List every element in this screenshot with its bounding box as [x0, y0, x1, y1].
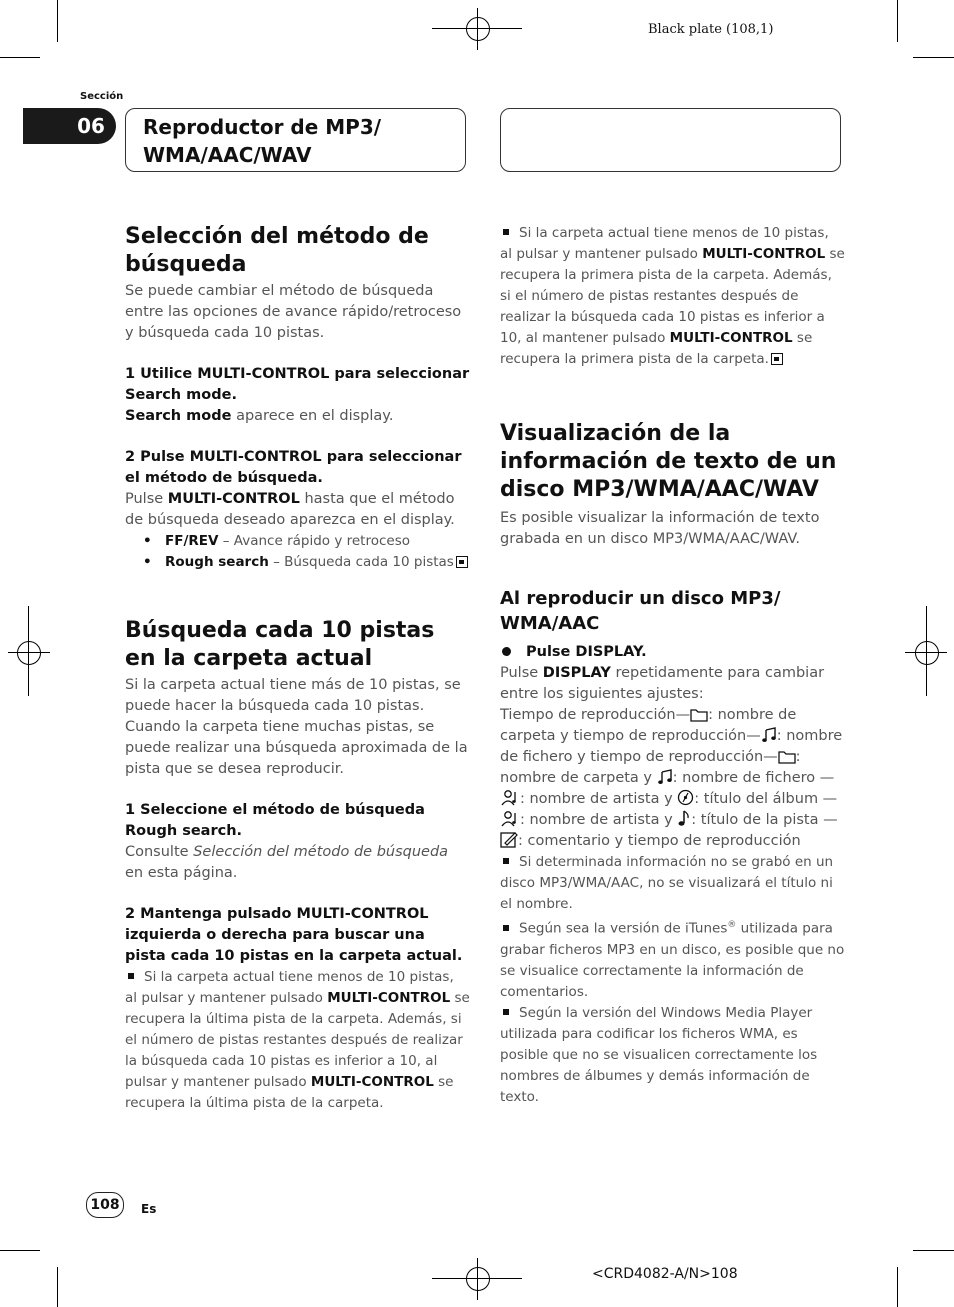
end-mark-icon — [771, 353, 783, 365]
document-code: <CRD4082-A/N>108 — [592, 1266, 738, 1282]
search-mode-list — [125, 531, 470, 573]
album-icon — [677, 789, 694, 806]
note-square-icon — [503, 925, 509, 931]
note-square-icon — [128, 973, 134, 979]
note-ultima-pista: Si la carpeta actual tiene menos de 10 pistas, al pulsar y mantener pulsado MULTI-CONTROL se recupera la última pista de la carpeta. Además, si el número de pistas restantes después de realizar la búsqueda cada 10 pistas es inferior a 10, al pulsar y mantener pulsado MULTI-CONTROL se recupera la última pista de la carpeta. — [125, 969, 470, 1111]
step-2-body: Pulse MULTI-CONTROL hasta que el método de búsqueda deseado aparezca en el display. — [125, 491, 455, 528]
folder-icon — [690, 707, 708, 722]
list-item: • Rough search – Búsqueda cada 10 pistas — [125, 552, 470, 573]
note-square-icon — [503, 858, 509, 864]
step-dot-icon — [502, 647, 511, 656]
note-no-grabada: Si determinada información no se grabó en un disco MP3/WMA/AAC, no se visualizará el título ni el nombre. — [500, 854, 834, 912]
section-label: Sección — [80, 91, 124, 102]
step-1-title: 1 Utilice MULTI-CONTROL para seleccionar Search mode. — [125, 366, 470, 403]
heading-al-reproducir: Al reproducir un disco MP3/ WMA/AAC — [500, 588, 781, 634]
folder-icon — [778, 749, 796, 764]
note-square-icon — [503, 1009, 509, 1015]
comment-icon — [500, 831, 518, 848]
heading-visualizacion: Visualización de la información de texto de un disco MP3/WMA/AAC/WAV — [500, 421, 837, 502]
section-number: 06 — [77, 114, 105, 138]
step-1b-title: 1 Seleccione el método de búsqueda Rough search. — [125, 802, 425, 839]
right-column — [500, 223, 845, 1108]
note-windows-media: Según la versión del Windows Media Player utilizada para codificar los ficheros WMA, es posible que no se visualicen correctamente los nombres de álbumes y demás información de texto. — [500, 1004, 818, 1105]
note-primera-pista: Si la carpeta actual tiene menos de 10 pistas, al pulsar y mantener pulsado MULTI-CONTROL se recupera la primera pista de la carpeta. Además, si el número de pistas restantes después de realizar la búsqueda cada 10 pistas es inferior a 10, al mantener pulsado MULTI-CONTROL se recupera la primera pista de la carpeta. — [500, 225, 845, 367]
paragraph-seleccion: Se puede cambiar el método de búsqueda entre las opciones de avance rápido/retroceso y búsqueda cada 10 pistas. — [125, 283, 462, 341]
section-title: Reproductor de MP3/ WMA/AAC/WAV — [143, 115, 382, 167]
music-file-icon — [657, 769, 673, 785]
note-square-icon — [503, 229, 509, 235]
list-item: • FF/REV – Avance rápido y retroceso — [125, 531, 470, 552]
artist-icon — [500, 810, 520, 827]
paragraph-visualizacion: Es posible visualizar la información de texto grabada en un disco MP3/WMA/AAC/WAV. — [500, 510, 820, 547]
language-code: Es — [141, 1202, 157, 1216]
left-column — [125, 223, 470, 1114]
note-itunes: Según sea la versión de iTunes® utilizada para grabar ficheros MP3 en un disco, es posible que no se visualice correctamente la información de comentarios. — [500, 920, 845, 1000]
track-note-icon — [677, 810, 691, 827]
empty-header-box — [500, 108, 841, 172]
plate-label: Black plate (108,1) — [648, 22, 774, 37]
artist-icon — [500, 789, 520, 806]
end-mark-icon — [456, 556, 468, 568]
display-body: Pulse DISPLAY repetidamente para cambiar entre los siguientes ajustes: — [500, 665, 825, 702]
heading-busqueda: Búsqueda cada 10 pistas en la carpeta actual — [125, 618, 435, 671]
step-1-body: Search mode aparece en el display. — [125, 408, 394, 424]
step-1b-body: Consulte Selección del método de búsqueda en esta página. — [125, 844, 449, 881]
page-number: 108 — [86, 1192, 124, 1218]
step-2-title: 2 Pulse MULTI-CONTROL para seleccionar el método de búsqueda. — [125, 449, 462, 486]
step-2b-title: 2 Mantenga pulsado MULTI-CONTROL izquierda o derecha para buscar una pista cada 10 pistas en la carpeta actual. — [125, 906, 463, 964]
display-step: Pulse DISPLAY. — [500, 642, 845, 663]
paragraph-busqueda: Si la carpeta actual tiene más de 10 pistas, se puede hacer la búsqueda cada 10 pistas. Cuando la carpeta tiene muchas pistas, se puede realizar una búsqueda aproximada de la pista que se desea reproducir. — [125, 677, 468, 777]
display-sequence: Tiempo de reproducción— : nombre de carpeta y tiempo de reproducción— : nombre de fichero y tiempo de reproducción— : nombre de carpeta y : nombre de fichero —: nombre de artista y : título del álbum —: nombre de artista y : título de la pista —: comentario y tiempo de reproducción — [500, 707, 843, 849]
music-file-icon — [761, 727, 777, 743]
heading-seleccion: Selección del método de búsqueda — [125, 224, 429, 277]
